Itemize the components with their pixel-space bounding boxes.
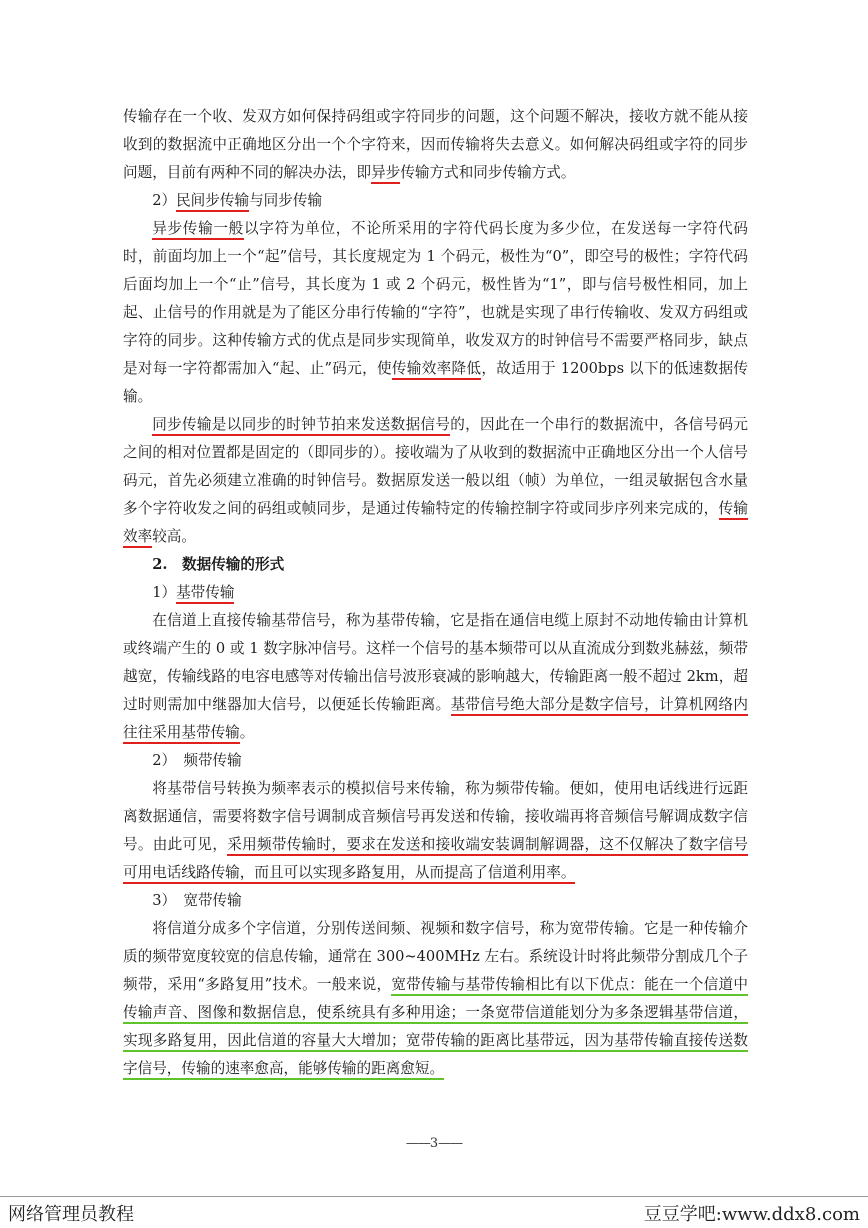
underlined-text: 采用频带传输时，要求在发送和接收端安装调制解调器，这不仅解决了数字信号可用电话线路传输，而且可以实现多路复用，从而提高了信道利用率。	[123, 836, 748, 884]
page-number-dash-left: ——	[405, 1136, 430, 1151]
text: 以字符为单位，不论所采用的字符代码长度为多少位，在发送每一字符代码时，前面均加上一个“起”信号，其长度规定为 1 个码元，极性为“0”，即空号的极性；字符代码后面均加上一个“止”信号，其长度为 1 或 2 个码元，极性皆为“1”，即与信号极性相同，加上起、止信号的作用就是为了能区分串行传输的“字符”，也就是实现了串行传输收、发双方码组或字符的同步。这种传输方式的优点是同步实现简单，收发双方的时钟信号不需要严格同步，缺点是对每一字符都需加入“起、止”码元，使	[123, 220, 748, 377]
underlined-text: 传输效率	[123, 500, 748, 548]
underlined-text: 基带信号绝大部分是数字信号，计算机网络内往往采用基带传输	[123, 696, 748, 744]
subheading-number: 1）	[152, 584, 177, 601]
document-body	[123, 103, 748, 1083]
underlined-text: 异步	[371, 164, 400, 184]
paragraph-sync	[123, 411, 748, 551]
underlined-text-green: 宽带传输与基带传输相比有以下优点：能在一个信道中传输声音、图像和数据信息，使系统具有多种用途；一条宽带信道能划分为多条逻辑基带信道，实现多路复用，因此信道的容量大大增加；宽带传输的距离比基带远，因为基带传输直接传送数字信号，传输的速率愈高，能够传输的距离愈短。	[123, 976, 748, 1080]
underlined-text: 异步传输一般	[152, 220, 244, 240]
text: 传输方式和同步传输方式。	[400, 164, 576, 181]
footer-site: 豆豆学吧:www.ddx8.com	[643, 1204, 860, 1225]
paragraph-bandpass	[123, 775, 748, 887]
underlined-text: 基带传输	[176, 584, 234, 604]
text: 的，因此在一个串行的数据流中，各信号码元之间的相对位置都是固定的（即同步的）。接收端为了从收到的数据流中正确地区分出一个人信号码元，首先必须建立准确的时钟信号。数据原发送一般以组（帧）为单位，一组灵敏据包含水量多个字符收发之间的码组或帧同步，是通过传输特定的传输控制字符或同步序列来完成的，	[123, 416, 748, 517]
subheading-bandpass: 2） 频带传输	[152, 752, 242, 769]
footer-title: 网络管理员教程	[8, 1204, 134, 1225]
text: 。	[239, 724, 255, 741]
paragraph-async	[123, 215, 748, 411]
page-number-value: 3	[429, 1136, 439, 1151]
text: 将基带信号转换为频率表示的模拟信号来传输，称为频带传输。便如，使用电话线进行远距离数据通信，需要将数字信号调制成音频信号再发送和传输，接收端再将音频信号解调成数字信号。由此可见，	[123, 780, 748, 853]
underlined-text: 同步传输是以同步的时钟节拍来发送数据信号	[152, 416, 450, 436]
paragraph-broadband	[123, 915, 748, 1083]
text: 较高。	[152, 528, 196, 545]
subheading-baseband	[123, 579, 748, 607]
section-heading: 2. 数据传输的形式	[152, 556, 285, 573]
paragraph-baseband	[123, 607, 748, 747]
underlined-text: 传输效率降低	[392, 360, 481, 380]
text: ，故适用于 1200bps 以下的低速数据传输。	[123, 360, 748, 405]
subheading-broadband: 3） 宽带传输	[152, 892, 242, 909]
text: 与同步传输	[249, 192, 323, 209]
subheading-async-sync	[123, 187, 748, 215]
text: 传输存在一个收、发双方如何保持码组或字符同步的问题，这个问题不解决，接收方就不能从接收到的数据流中正确地区分出一个个字符来，因而传输将失去意义。如何解决码组或字符的同步问题，目前有两种不同的解决办法，即	[123, 108, 748, 181]
page-number	[0, 1136, 868, 1151]
paragraph-sync-problem	[123, 103, 748, 187]
footer-divider	[0, 1196, 868, 1197]
underlined-text: 民间步传输	[176, 192, 249, 212]
text: 在信道上直接传输基带信号，称为基带传输，它是指在通信电缆上原封不动地传输由计算机或终端产生的 0 或 1 数字脉冲信号。这样一个信号的基本频带可以从直流成分到数兆赫兹，频带越宽，传输线路的电容电感等对传输出信号波形衰减的影响越大，传输距离一般不超过 2km，超过时则需加中继器加大信号，以便延长传输距离。	[123, 612, 748, 713]
page-number-dash-right: ——	[438, 1136, 463, 1151]
text: 将信道分成多个字信道，分别传送间频、视频和数字信号，称为宽带传输。它是一种传输介质的频带宽度较宽的信息传输，通常在 300~400MHz 左右。系统设计时将此频带分割成几个子频带，采用“多路复用”技术。一般来说，	[123, 920, 748, 993]
subheading-number: 2）	[152, 192, 177, 209]
